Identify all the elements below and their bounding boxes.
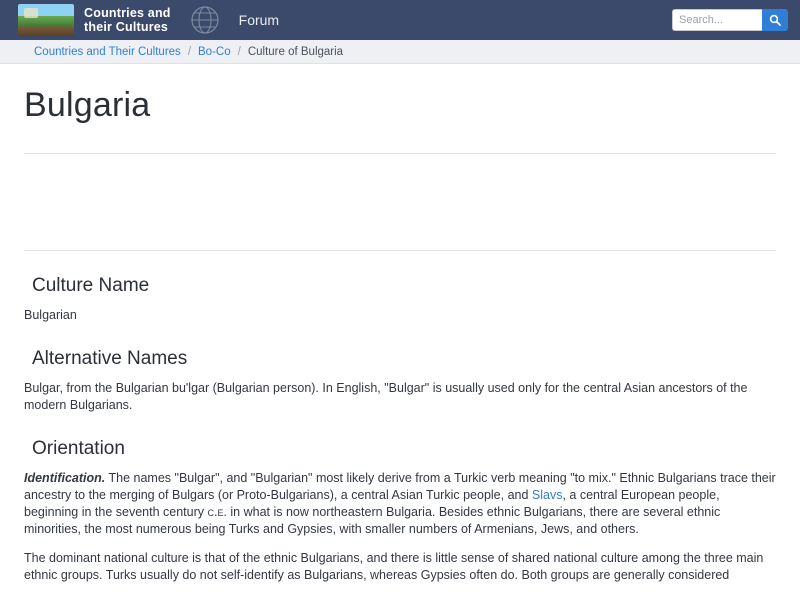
search-input[interactable] (672, 9, 762, 31)
term-identification: Identification. (24, 471, 106, 485)
identification-text-part-3: in what is now northeastern Bulgaria. Besides ethnic Bulgarians, there are several ethnic minorities, the most numerous being Turks and Gypsies, with smaller numbers of Armenians, Jews, and others. (24, 505, 721, 536)
section-heading-alternative-names: Alternative Names (32, 348, 188, 369)
site-logo-image[interactable] (18, 4, 74, 36)
identification-text-part-1: The names "Bulgar", and "Bulgarian" most likely derive from a Turkic verb meaning "to mix." Ethnic Bulgarians trace their ancestry to the merging of Bulgars (or Proto-Bulgarians), a central Asian Turkic people, and (24, 471, 776, 502)
section-text-alternative-names: Bulgar, from the Bulgarian bu'lgar (Bulgarian person). In English, "Bulgar" is usually used only for the central Asian ancestors of the modern Bulgarians. (24, 381, 748, 412)
section-heading-culture-name: Culture Name (32, 275, 150, 296)
breadcrumb (0, 40, 800, 64)
breadcrumb-separator: / (187, 45, 192, 58)
nav-link-forum[interactable]: Forum (238, 12, 280, 28)
identification-text-part-2: , a central European people, beginning in the seventh century (24, 488, 720, 519)
article-body (0, 86, 800, 584)
era-abbreviation: c.e. (207, 505, 227, 519)
advertisement-slot (24, 154, 776, 240)
breadcrumb-item-current: Culture of Bulgaria (247, 45, 344, 58)
header-search-group (672, 9, 788, 31)
section-heading-orientation: Orientation (32, 438, 125, 459)
section-text-culture-name: Bulgarian (24, 308, 77, 322)
divider-bottom (24, 250, 776, 251)
page-title: Bulgaria (24, 86, 151, 124)
breadcrumb-item-section[interactable]: Bo-Co (198, 45, 231, 58)
link-slavs[interactable]: Slavs (531, 488, 563, 502)
brand-line-2: their Cultures (84, 20, 169, 34)
site-header (0, 0, 800, 40)
site-brand[interactable] (84, 6, 171, 34)
globe-icon (185, 4, 225, 36)
search-icon (769, 14, 781, 26)
paragraph-identification (24, 470, 776, 538)
paragraph-national-culture: The dominant national culture is that of the ethnic Bulgarians, and there is little sense of shared national culture among the three main ethnic groups. Turks usually do not self-identify as Bulgarians, whereas Gypsies often do. Both groups are generally considered (24, 551, 764, 582)
breadcrumb-separator: / (237, 45, 241, 58)
search-button[interactable] (762, 9, 788, 31)
breadcrumb-item-home[interactable]: Countries and Their Cultures (34, 45, 181, 58)
brand-line-1: Countries and (84, 6, 171, 20)
